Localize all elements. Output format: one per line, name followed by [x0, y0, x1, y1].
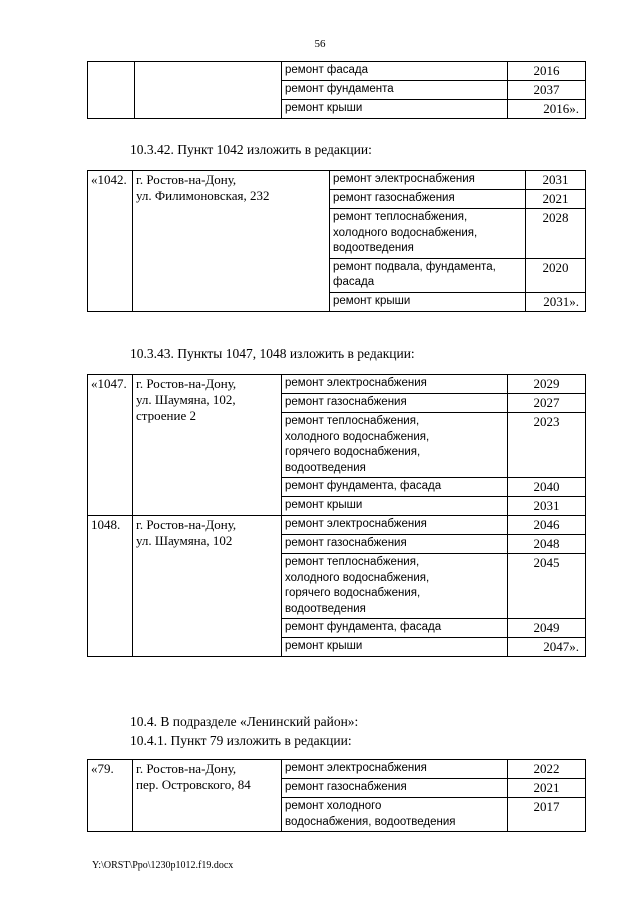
footer-file-path: Y:\ORST\Ppo\1230p1012.f19.docx: [92, 860, 234, 871]
address-line: пер. Островского, 84: [136, 777, 251, 792]
work-cell: ремонт электроснабжения: [330, 171, 526, 190]
work-cell: ремонт газоснабжения: [282, 779, 508, 798]
work-cell: ремонт крыши: [330, 292, 526, 311]
table-row: [88, 62, 586, 81]
work-line: ремонт холодного: [285, 800, 382, 812]
paragraph-10-4-1: 10.4.1. Пункт 79 изложить в редакции:: [130, 733, 352, 748]
year-cell: 2021: [508, 779, 586, 798]
work-line: холодного водоснабжения,: [285, 430, 430, 443]
page-number: 56: [314, 38, 326, 50]
table-continuation: [87, 61, 586, 119]
year-cell: 2021: [526, 190, 586, 209]
table-row: [88, 516, 586, 535]
address-line: ул. Филимоновская, 232: [136, 188, 270, 203]
work-cell: ремонт электроснабжения: [282, 516, 508, 535]
year-cell: 2031: [508, 497, 586, 516]
paragraph-1042: 10.3.42. Пункт 1042 изложить в редакции:: [130, 142, 372, 157]
work-cell: ремонт фундамента, фасада: [282, 478, 508, 497]
year-cell: 2029: [508, 375, 586, 394]
work-line: водоотведения: [285, 602, 366, 615]
table-row: [88, 375, 586, 394]
work-cell: [330, 209, 526, 259]
address-line: строение 2: [136, 408, 196, 423]
year-cell: 2046: [508, 516, 586, 535]
num-cell: 1048.: [88, 516, 133, 657]
address-line: г. Ростов-на-Дону,: [136, 376, 237, 391]
work-line: горячего водоснабжения,: [285, 587, 421, 599]
paragraph-10-4: 10.4. В подразделе «Ленинский район»:: [130, 714, 359, 729]
work-line: ремонт подвала, фундамента,: [333, 260, 496, 273]
address-cell: [133, 760, 282, 832]
address-line: г. Ростов-на-Дону,: [136, 172, 237, 187]
num-cell: [88, 62, 135, 119]
num-cell: «1042.: [88, 171, 133, 312]
address-cell: [133, 516, 282, 657]
work-cell: ремонт фундамента, фасада: [282, 619, 508, 638]
address-line: г. Ростов-на-Дону,: [136, 517, 237, 532]
year-cell: 2016».: [508, 100, 586, 119]
work-cell: ремонт электроснабжения: [282, 375, 508, 394]
work-line: водоотведения: [333, 242, 414, 254]
address-cell: [133, 375, 282, 516]
work-cell: [282, 413, 508, 478]
year-cell: 2022: [508, 760, 586, 779]
year-cell: 2028: [526, 209, 586, 259]
paragraph-1047: 10.3.43. Пункты 1047, 1048 изложить в редакции:: [130, 346, 415, 361]
year-cell: 2017: [508, 798, 586, 832]
table-1047-1048: [87, 374, 586, 657]
address-line: г. Ростов-на-Дону,: [136, 761, 237, 776]
work-line: холодного водоснабжения,: [285, 571, 430, 584]
work-line: холодного водоснабжения,: [333, 226, 478, 239]
address-cell: [133, 171, 330, 312]
work-cell: ремонт газоснабжения: [282, 394, 508, 413]
year-cell: 2031».: [526, 292, 586, 311]
work-line: фасада: [333, 276, 375, 288]
work-cell: [282, 798, 508, 832]
address-line: ул. Шаумяна, 102: [136, 533, 233, 548]
num-cell: «1047.: [88, 375, 133, 516]
year-cell: 2049: [508, 619, 586, 638]
work-cell: ремонт крыши: [282, 497, 508, 516]
work-cell: ремонт электроснабжения: [282, 760, 508, 779]
work-cell: [282, 554, 508, 619]
year-cell: 2048: [508, 535, 586, 554]
work-cell: [330, 258, 526, 292]
year-cell: 2016: [508, 62, 586, 81]
address-line: ул. Шаумяна, 102,: [136, 392, 236, 407]
work-cell: ремонт газоснабжения: [330, 190, 526, 209]
work-cell: ремонт крыши: [282, 100, 508, 119]
work-cell: ремонт газоснабжения: [282, 535, 508, 554]
table-79: [87, 759, 586, 832]
table-row: [88, 171, 586, 190]
work-line: водоснабжения, водоотведения: [285, 815, 456, 828]
work-cell: ремонт крыши: [282, 638, 508, 657]
address-cell: [135, 62, 282, 119]
work-line: ремонт теплоснабжения,: [285, 556, 420, 568]
work-cell: ремонт фундамента: [282, 81, 508, 100]
work-line: ремонт теплоснабжения,: [333, 211, 468, 223]
table-row: [88, 760, 586, 779]
work-line: горячего водоснабжения,: [285, 446, 421, 458]
work-line: ремонт теплоснабжения,: [285, 415, 420, 427]
table-1042: [87, 170, 586, 312]
num-cell: «79.: [88, 760, 133, 832]
work-line: водоотведения: [285, 461, 366, 474]
year-cell: 2023: [508, 413, 586, 478]
work-cell: ремонт фасада: [282, 62, 508, 81]
year-cell: 2037: [508, 81, 586, 100]
year-cell: 2040: [508, 478, 586, 497]
year-cell: 2045: [508, 554, 586, 619]
year-cell: 2020: [526, 258, 586, 292]
year-cell: 2047».: [508, 638, 586, 657]
year-cell: 2027: [508, 394, 586, 413]
year-cell: 2031: [526, 171, 586, 190]
